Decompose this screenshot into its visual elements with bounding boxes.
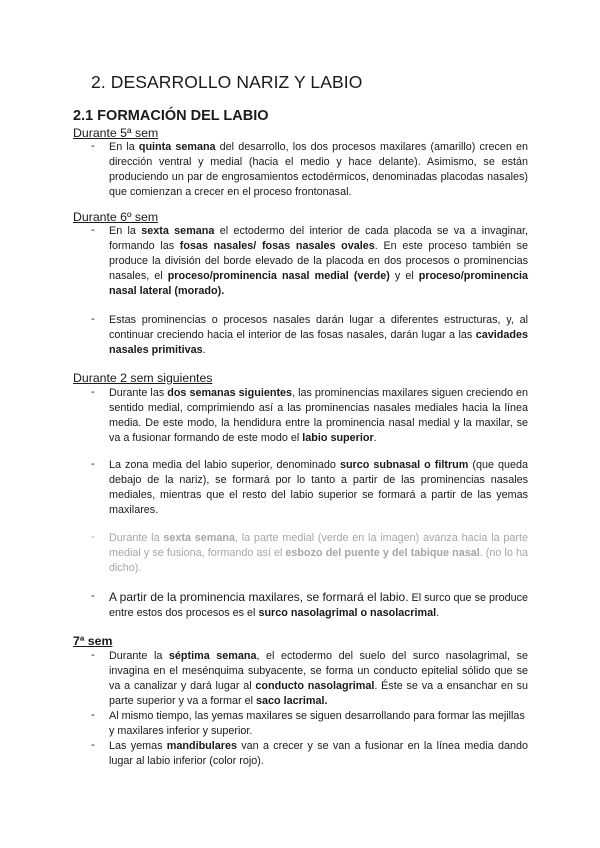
list-dash: - (91, 739, 95, 751)
list-item (91, 224, 528, 299)
paragraph: En la quinta semana del desarrollo, los dos procesos maxilares (amarillo) crecen en dirección ventral y medial (hacia el medio y hace delante). Asimismo, se están produciendo un par de engrosamientos ectodérmicos, denominadas placodas nasales) que comienzan a crecer en el proceso frontonasal. (109, 141, 528, 198)
paragraph: Estas prominencias o procesos nasales darán lugar a diferentes estructuras, y, al continuar creciendo hacia el interior de las fosas nasales, darán lugar a las cavidades nasales primitivas. (109, 314, 528, 356)
paragraph: A partir de la prominencia maxilares, se formará el labio. El surco que se produce entre estos dos procesos es el surco nasolagrimal o nasolacrimal. (109, 590, 529, 619)
list-dash: - (91, 649, 95, 661)
list-item (91, 590, 528, 621)
paragraph: Las yemas mandibulares van a crecer y se van a fusionar en la línea media dando lugar al labio inferior (color rojo). (109, 740, 528, 767)
list-dash: - (91, 531, 95, 543)
subheading-week-6: Durante 6º sem (73, 210, 159, 224)
list-dash: - (91, 458, 95, 470)
list-dash: - (91, 590, 95, 602)
paragraph: Al mismo tiempo, las yemas maxilares se siguen desarrollando para formar las mejillas y maxilares inferior y superior. (109, 710, 525, 737)
list-item (91, 386, 528, 446)
list-item (91, 313, 528, 358)
list-item-greyed (91, 531, 528, 576)
list-item (91, 739, 528, 769)
list-dash: - (91, 224, 95, 236)
paragraph: La zona media del labio superior, denominado surco subnasal o filtrum (que queda debajo de la nariz), se formará por lo tanto a partir de las prominencias nasales mediales, mientras que el resto del labio superior se formará a partir de las yemas maxilares. (109, 459, 529, 516)
paragraph: Durante la sexta semana, la parte medial (verde en la imagen) avanza hacia la parte medial y se fusiona, formando así el esbozo del puente y del tabique nasal. (no lo ha dicho). (109, 532, 528, 574)
subheading-week-7: 7ª sem (73, 634, 113, 648)
list-item (91, 649, 528, 709)
subheading-next-2-weeks: Durante 2 sem siguientes (73, 371, 213, 385)
paragraph: Durante las dos semanas siguientes, las prominencias maxilares siguen creciendo en sentido medial, comprimiendo así a las prominencias nasales mediales hacia la línea media. De este modo, la hendidura entre la prominencia nasal medial y la maxilar, se va a fusionar formando de este modo el labio superior. (109, 387, 528, 444)
list-dash: - (91, 386, 95, 398)
paragraph: En la sexta semana el ectodermo del interior de cada placoda se va a invaginar, formando las fosas nasales/ fosas nasales ovales. En este proceso también se produce la división del borde elevado de la placoda en dos procesos o prominencias nasales, el proceso/prominencia nasal medial (verde) y el proceso/prominencia nasal lateral (morado). (109, 225, 528, 297)
list-item (91, 709, 528, 739)
list-dash: - (91, 709, 95, 721)
subheading-week-5: Durante 5ª sem (73, 126, 159, 140)
paragraph: Durante la séptima semana, el ectodermo del suelo del surco nasolagrimal, se invagina en el mesénquima subyacente, se forma un conducto epitelial sólido que se va a canalizar y dará lugar al conducto nasolagrimal. Éste se va a ensanchar en su parte superior y va a formar el saco lacrimal. (109, 650, 529, 707)
list-dash: - (91, 313, 95, 325)
list-item (91, 458, 528, 518)
list-item (91, 140, 528, 200)
section-heading: 2.1 FORMACIÓN DEL LABIO (73, 108, 269, 124)
page-title: 2. DESARROLLO NARIZ Y LABIO (91, 72, 363, 92)
list-dash: - (91, 140, 95, 152)
